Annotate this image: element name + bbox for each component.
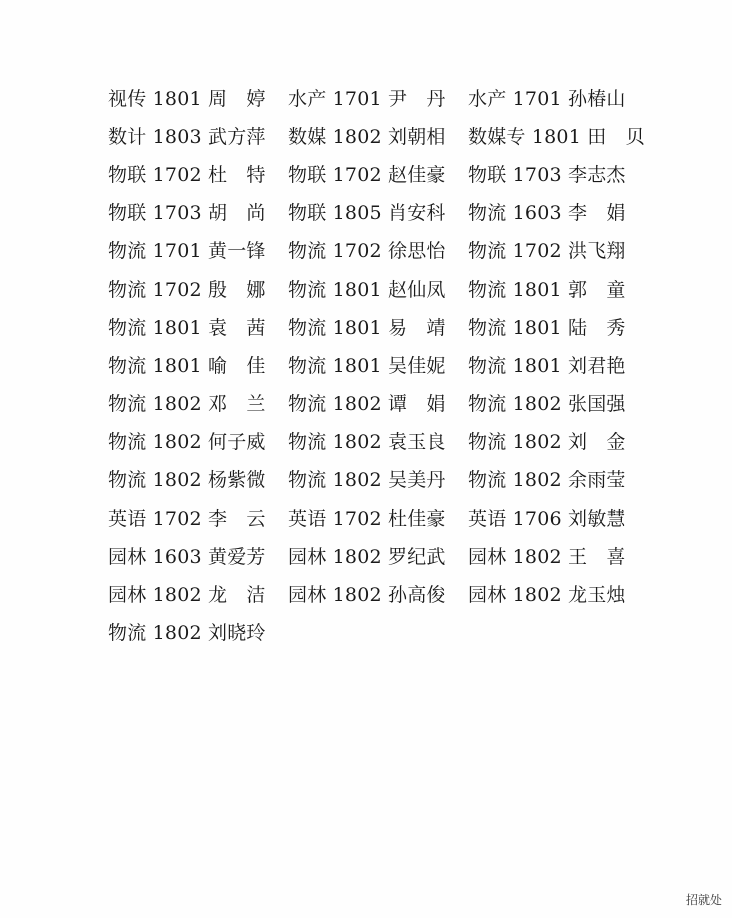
list-row bbox=[108, 78, 648, 116]
student-entry: 物流 1802 刘晓玲 bbox=[108, 622, 266, 645]
student-entry: 园林 1802 孙高俊 bbox=[288, 584, 446, 607]
student-entry: 物流 1802 何子威 bbox=[108, 431, 266, 454]
student-entry: 物流 1801 袁 茜 bbox=[108, 316, 266, 339]
student-entry: 物流 1802 余雨莹 bbox=[468, 469, 626, 492]
student-entry: 物流 1801 陆 秀 bbox=[468, 316, 626, 339]
student-entry: 视传 1801 周 婷 bbox=[108, 87, 266, 110]
student-entry: 水产 1701 孙椿山 bbox=[468, 87, 626, 110]
student-entry: 物流 1802 杨紫微 bbox=[108, 469, 266, 492]
list-row bbox=[108, 231, 648, 269]
list-row bbox=[108, 116, 648, 154]
student-entry: 物流 1802 谭 娟 bbox=[288, 393, 446, 416]
student-entry: 物流 1802 张国强 bbox=[468, 393, 626, 416]
student-entry: 物联 1703 李志杰 bbox=[468, 163, 626, 186]
list-row bbox=[108, 574, 648, 612]
footer-office-label: 招就处 bbox=[685, 893, 722, 907]
list-row bbox=[108, 536, 648, 574]
list-row bbox=[108, 193, 648, 231]
list-row bbox=[108, 498, 648, 536]
student-entry: 园林 1603 黄爱芳 bbox=[108, 545, 266, 568]
student-entry: 物联 1702 赵佳豪 bbox=[288, 163, 446, 186]
student-entry: 物流 1702 徐思怡 bbox=[288, 240, 446, 263]
student-entry: 物流 1801 刘君艳 bbox=[468, 354, 626, 377]
student-entry: 物联 1805 肖安科 bbox=[288, 202, 446, 225]
student-entry: 物流 1702 洪飞翔 bbox=[468, 240, 626, 263]
student-entry: 物流 1801 吴佳妮 bbox=[288, 354, 446, 377]
list-row bbox=[108, 460, 648, 498]
student-entry: 园林 1802 龙 洁 bbox=[108, 584, 266, 607]
list-row bbox=[108, 307, 648, 345]
student-entry: 水产 1701 尹 丹 bbox=[288, 87, 446, 110]
list-row bbox=[108, 154, 648, 192]
list-row bbox=[108, 422, 648, 460]
student-entry: 园林 1802 罗纪武 bbox=[288, 545, 446, 568]
student-entry: 物流 1801 易 靖 bbox=[288, 316, 446, 339]
student-entry: 英语 1706 刘敏慧 bbox=[468, 507, 626, 530]
student-entry: 物流 1802 吴美丹 bbox=[288, 469, 446, 492]
student-entry: 物流 1802 袁玉良 bbox=[288, 431, 446, 454]
student-entry: 物流 1603 李 娟 bbox=[468, 202, 626, 225]
list-row bbox=[108, 384, 648, 422]
student-entry: 数计 1803 武方萍 bbox=[108, 125, 266, 148]
student-entry: 英语 1702 李 云 bbox=[108, 507, 266, 530]
student-entry: 园林 1802 王 喜 bbox=[468, 545, 626, 568]
student-entry: 数媒 1802 刘朝相 bbox=[288, 125, 446, 148]
student-list bbox=[108, 78, 648, 651]
list-row bbox=[108, 345, 648, 383]
student-entry: 园林 1802 龙玉烛 bbox=[468, 584, 626, 607]
student-entry: 物流 1801 郭 童 bbox=[468, 278, 626, 301]
student-entry: 物流 1801 赵仙凤 bbox=[288, 278, 446, 301]
list-row bbox=[108, 613, 648, 651]
list-row bbox=[108, 269, 648, 307]
student-entry: 物流 1801 喻 佳 bbox=[108, 354, 266, 377]
student-entry: 物流 1702 殷 娜 bbox=[108, 278, 266, 301]
student-entry: 数媒专 1801 田 贝 bbox=[468, 125, 645, 148]
student-entry: 物联 1702 杜 特 bbox=[108, 163, 266, 186]
student-entry: 物流 1701 黄一锋 bbox=[108, 240, 266, 263]
student-entry: 物流 1802 刘 金 bbox=[468, 431, 626, 454]
student-entry: 物流 1802 邓 兰 bbox=[108, 393, 266, 416]
student-entry: 物联 1703 胡 尚 bbox=[108, 202, 266, 225]
student-entry: 英语 1702 杜佳豪 bbox=[288, 507, 446, 530]
